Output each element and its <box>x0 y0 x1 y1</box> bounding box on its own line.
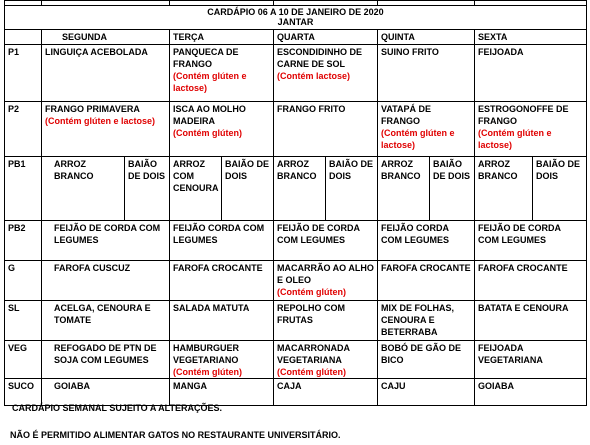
menu-cell-rice: ARROZ BRANCO <box>378 157 430 221</box>
menu-cell: FEIJÃO CORDA COM LEGUMES <box>170 221 274 261</box>
menu-cell <box>42 261 170 301</box>
title-row <box>5 6 587 30</box>
menu-cell <box>475 261 587 301</box>
allergen-note: (Contém lactose) <box>277 71 351 81</box>
allergen-note: (Contém glúten e lactose) <box>478 128 552 150</box>
menu-cell <box>170 261 274 301</box>
menu-cell <box>170 102 274 157</box>
menu-cell: GOIABA <box>475 379 587 406</box>
menu-cell: CAJU <box>378 379 475 406</box>
row-pb2 <box>5 221 587 261</box>
day-header: QUARTA <box>274 30 378 45</box>
menu-cell <box>42 341 170 379</box>
row-label: VEG <box>5 341 42 379</box>
allergen-note: (Contém glúten e lactose) <box>381 128 455 150</box>
dish-name: FEIJOADA VEGETARIANA <box>478 343 543 365</box>
menu-cell-baiao: BAIÃO DE DOIS <box>533 157 587 221</box>
menu-subtitle: JANTAR <box>277 17 314 27</box>
row-suco <box>5 379 587 406</box>
menu-cell-baiao: BAIÃO DE DOIS <box>326 157 378 221</box>
menu-cell-baiao: BAIÃO DE DOIS <box>125 157 170 221</box>
menu-cell: MANGA <box>170 379 274 406</box>
row-p1 <box>5 45 587 102</box>
menu-cell <box>378 45 475 102</box>
dish-name: ISCA AO MOLHO MADEIRA <box>173 104 246 126</box>
row-label: SUCO <box>5 379 42 406</box>
dish-name: FAROFA CROCANTE <box>381 263 471 273</box>
menu-cell <box>475 102 587 157</box>
dish-name: HAMBURGUER VEGETARIANO <box>173 343 239 365</box>
row-veg <box>5 341 587 379</box>
row-g <box>5 261 587 301</box>
dish-name: ESTROGONOFFE DE FRANGO <box>478 104 569 126</box>
dish-name: LINGUIÇA ACEBOLADA <box>45 47 148 57</box>
row-label: G <box>5 261 42 301</box>
menu-cell-rice: ARROZ BRANCO <box>42 157 125 221</box>
menu-cell <box>378 102 475 157</box>
dish-name: PANQUECA DE FRANGO <box>173 47 239 69</box>
row-sl <box>5 301 587 341</box>
menu-cell-baiao: BAIÃO DE DOIS <box>222 157 274 221</box>
row-p2 <box>5 102 587 157</box>
day-header: SEXTA <box>475 30 587 45</box>
menu-cell-rice: ARROZ COM CENOURA <box>170 157 222 221</box>
menu-table <box>4 0 587 406</box>
menu-cell <box>42 102 170 157</box>
menu-cell: REPOLHO COM FRUTAS <box>274 301 378 341</box>
dish-name: ESCONDIDINHO DE CARNE DE SOL <box>277 47 363 69</box>
row-label: PB2 <box>5 221 42 261</box>
menu-cell: FEIJÃO DE CORDA COM LEGUMES <box>274 221 378 261</box>
menu-cell: ACELGA, CENOURA E TOMATE <box>42 301 170 341</box>
row-label: P2 <box>5 102 42 157</box>
menu-cell <box>42 45 170 102</box>
dish-name: MACARRÃO AO ALHO E OLEO <box>277 263 374 285</box>
menu-cell <box>475 45 587 102</box>
allergen-note: (Contém glúten) <box>277 367 346 377</box>
menu-cell <box>475 341 587 379</box>
dish-name: VATAPÁ DE FRANGO <box>381 104 432 126</box>
dish-name: FAROFA CROCANTE <box>478 263 568 273</box>
menu-cell-rice: ARROZ BRANCO <box>274 157 326 221</box>
title-cell <box>5 6 587 30</box>
menu-cell <box>274 102 378 157</box>
dish-name: FAROFA CROCANTE <box>173 263 263 273</box>
menu-cell <box>378 341 475 379</box>
menu-cell: MIX DE FOLHAS, CENOURA E BETERRABA <box>378 301 475 341</box>
menu-cell <box>274 341 378 379</box>
footer-note-changes: CARDÁPIO SEMANAL SUJEITO A ALTERAÇÕES. <box>12 403 223 413</box>
day-header-row <box>5 30 587 45</box>
corner-cell <box>5 30 42 45</box>
dish-name: BOBÓ DE GÃO DE BICO <box>381 343 462 365</box>
dish-name: FRANGO PRIMAVERA <box>45 104 140 114</box>
day-header: SEGUNDA <box>42 30 170 45</box>
row-label: PB1 <box>5 157 42 221</box>
menu-cell: FEIJÃO DE CORDA COM LEGUMES <box>42 221 170 261</box>
menu-cell <box>170 341 274 379</box>
allergen-note: (Contém glúten e lactose) <box>173 71 247 93</box>
allergen-note: (Contém glúten) <box>277 287 346 297</box>
menu-cell <box>378 261 475 301</box>
menu-cell: BATATA E CENOURA <box>475 301 587 341</box>
dish-name: SUINO FRITO <box>381 47 439 57</box>
menu-cell: GOIABA <box>42 379 170 406</box>
row-label: P1 <box>5 45 42 102</box>
menu-cell: SALADA MATUTA <box>170 301 274 341</box>
menu-cell <box>170 45 274 102</box>
menu-cell: FEIJÃO CORDA COM LEGUMES <box>378 221 475 261</box>
footer-note-cats: NÃO É PERMITIDO ALIMENTAR GATOS NO RESTAURANTE UNIVERSITÁRIO. <box>10 430 341 440</box>
day-header: TERÇA <box>170 30 274 45</box>
dish-name: FAROFA CUSCUZ <box>54 263 131 273</box>
menu-cell: FEIJÃO DE CORDA COM LEGUMES <box>475 221 587 261</box>
menu-cell <box>274 45 378 102</box>
allergen-note: (Contém glúten) <box>173 367 242 377</box>
day-header: QUINTA <box>378 30 475 45</box>
row-pb1 <box>5 157 587 221</box>
menu-cell: CAJA <box>274 379 378 406</box>
menu-cell-rice: ARROZ BRANCO <box>475 157 533 221</box>
menu-cell-baiao: BAIÃO DE DOIS <box>430 157 475 221</box>
dish-name: MACARRONADA VEGETARIANA <box>277 343 350 365</box>
menu-cell <box>274 261 378 301</box>
row-label: SL <box>5 301 42 341</box>
allergen-note: (Contém glúten e lactose) <box>45 116 156 126</box>
allergen-note: (Contém glúten) <box>173 128 242 138</box>
dish-name: FRANGO FRITO <box>277 104 346 114</box>
menu-title: CARDÁPIO 06 A 10 DE JANEIRO DE 2020 <box>207 7 384 17</box>
dish-name: FEIJOADA <box>478 47 524 57</box>
dish-name: REFOGADO DE PTN DE SOJA COM LEGUMES <box>54 343 157 365</box>
